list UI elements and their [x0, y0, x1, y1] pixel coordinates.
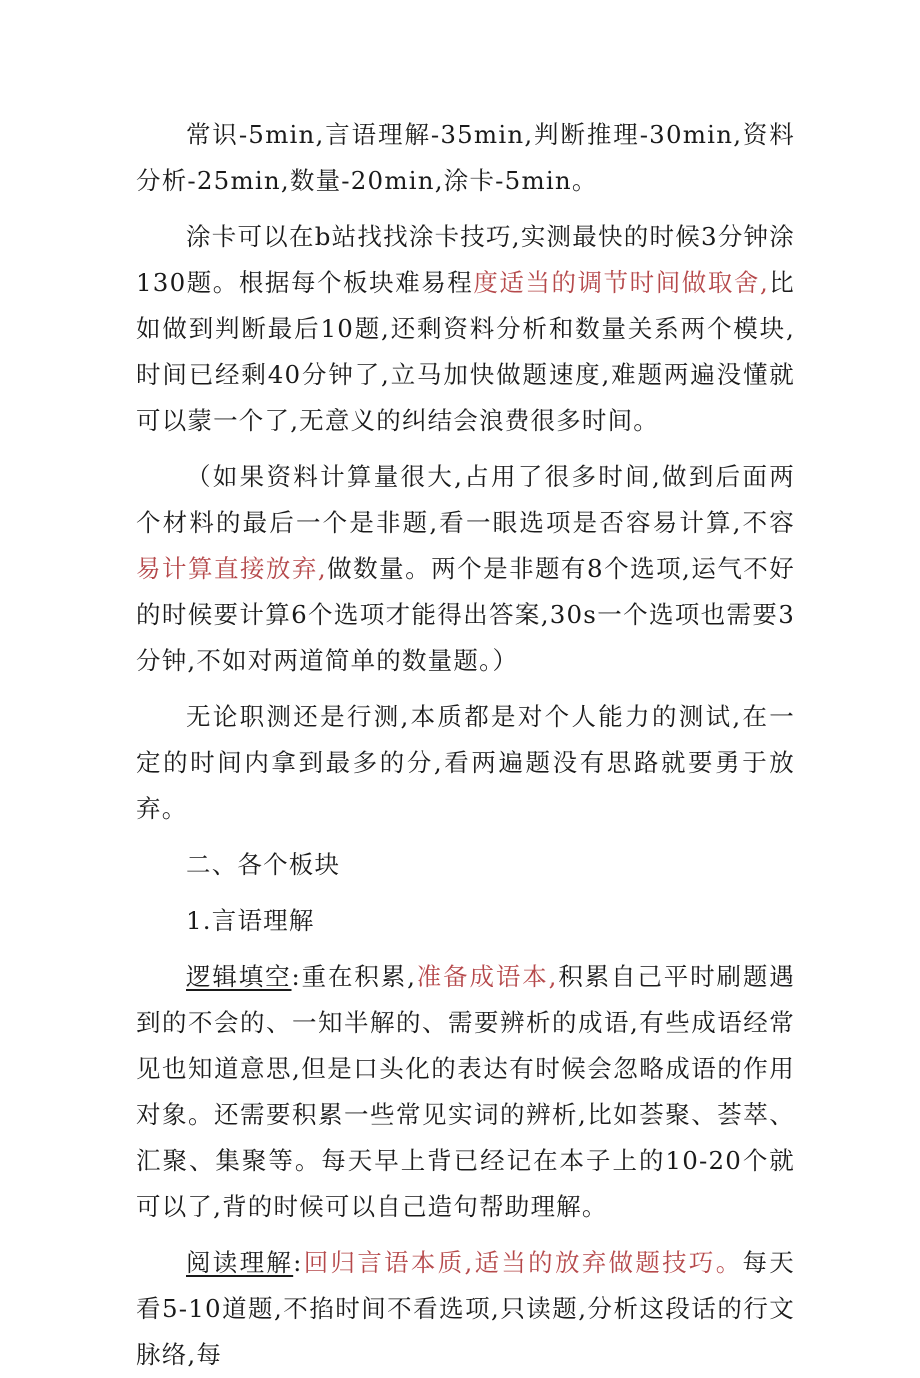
- paragraph-time-allocation: [136, 112, 795, 204]
- logic-fill-highlight: 准备成语本,: [416, 962, 558, 991]
- reading-text-a: :: [293, 1248, 303, 1277]
- paragraph-card-filling: [136, 214, 795, 444]
- reading-text-b: 每天看5-10道题,不掐时间不看选项,只读题,分析这段话的行文脉络,每: [136, 1248, 795, 1369]
- essence-text: 无论职测还是行测,本质都是对个人能力的测试,在一定的时间内拿到最多的分,看两遍题没有思路就要勇于放弃。: [136, 702, 795, 823]
- paragraph-reading: [136, 1240, 795, 1378]
- section-heading: [136, 842, 795, 888]
- data-analysis-text-a: （如果资料计算量很大,占用了很多时间,做到后面两个材料的最后一个是非题,看一眼选项是否容易计算,不容: [136, 462, 795, 537]
- reading-highlight: 回归言语本质,适当的放弃做题技巧。: [302, 1248, 743, 1277]
- paragraph-logic-fill: [136, 954, 795, 1230]
- logic-fill-text-a: :重在积累,: [291, 962, 417, 991]
- card-filling-text-a: 涂卡可以在b站找找涂卡技巧,实测最快的时候3分钟涂130题。根据每个板块难易程: [136, 222, 795, 297]
- subsection-heading: [136, 898, 795, 944]
- section-heading-text: 二、各个板块: [186, 850, 341, 879]
- paragraph-essence: [136, 694, 795, 832]
- logic-fill-label: 逻辑填空: [186, 962, 292, 991]
- card-filling-highlight: 度适当的调节时间做取舍,: [473, 268, 769, 297]
- paragraph-data-analysis-note: [136, 454, 795, 684]
- reading-label: 阅读理解: [186, 1248, 294, 1277]
- data-analysis-highlight: 易计算直接放弃,: [136, 554, 327, 583]
- subsection-heading-text: 1.言语理解: [186, 906, 315, 935]
- card-filling-text-b: 比如做到判断最后10题,还剩资料分析和数量关系两个模块,时间已经剩40分钟了,立马加快做题速度,难题两遍没懂就可以蒙一个了,无意义的纠结会浪费很多时间。: [136, 268, 796, 435]
- logic-fill-text-b: 积累自己平时刷题遇到的不会的、一知半解的、需要辨析的成语,有些成语经常见也知道意思,但是口头化的表达有时候会忽略成语的作用对象。还需要积累一些常见实词的辨析,比如荟聚、荟萃、汇聚、集聚等。每天早上背已经记在本子上的10-20个就可以了,背的时候可以自己造句帮助理解。: [136, 962, 795, 1221]
- time-allocation-text: 常识-5min,言语理解-35min,判断推理-30min,资料分析-25min,数量-20min,涂卡-5min。: [136, 120, 795, 195]
- data-analysis-text-b: 做数量。两个是非题有8个选项,运气不好的时候要计算6个选项才能得出答案,30s一个选项也需要3分钟,不如对两道简单的数量题。）: [136, 554, 795, 675]
